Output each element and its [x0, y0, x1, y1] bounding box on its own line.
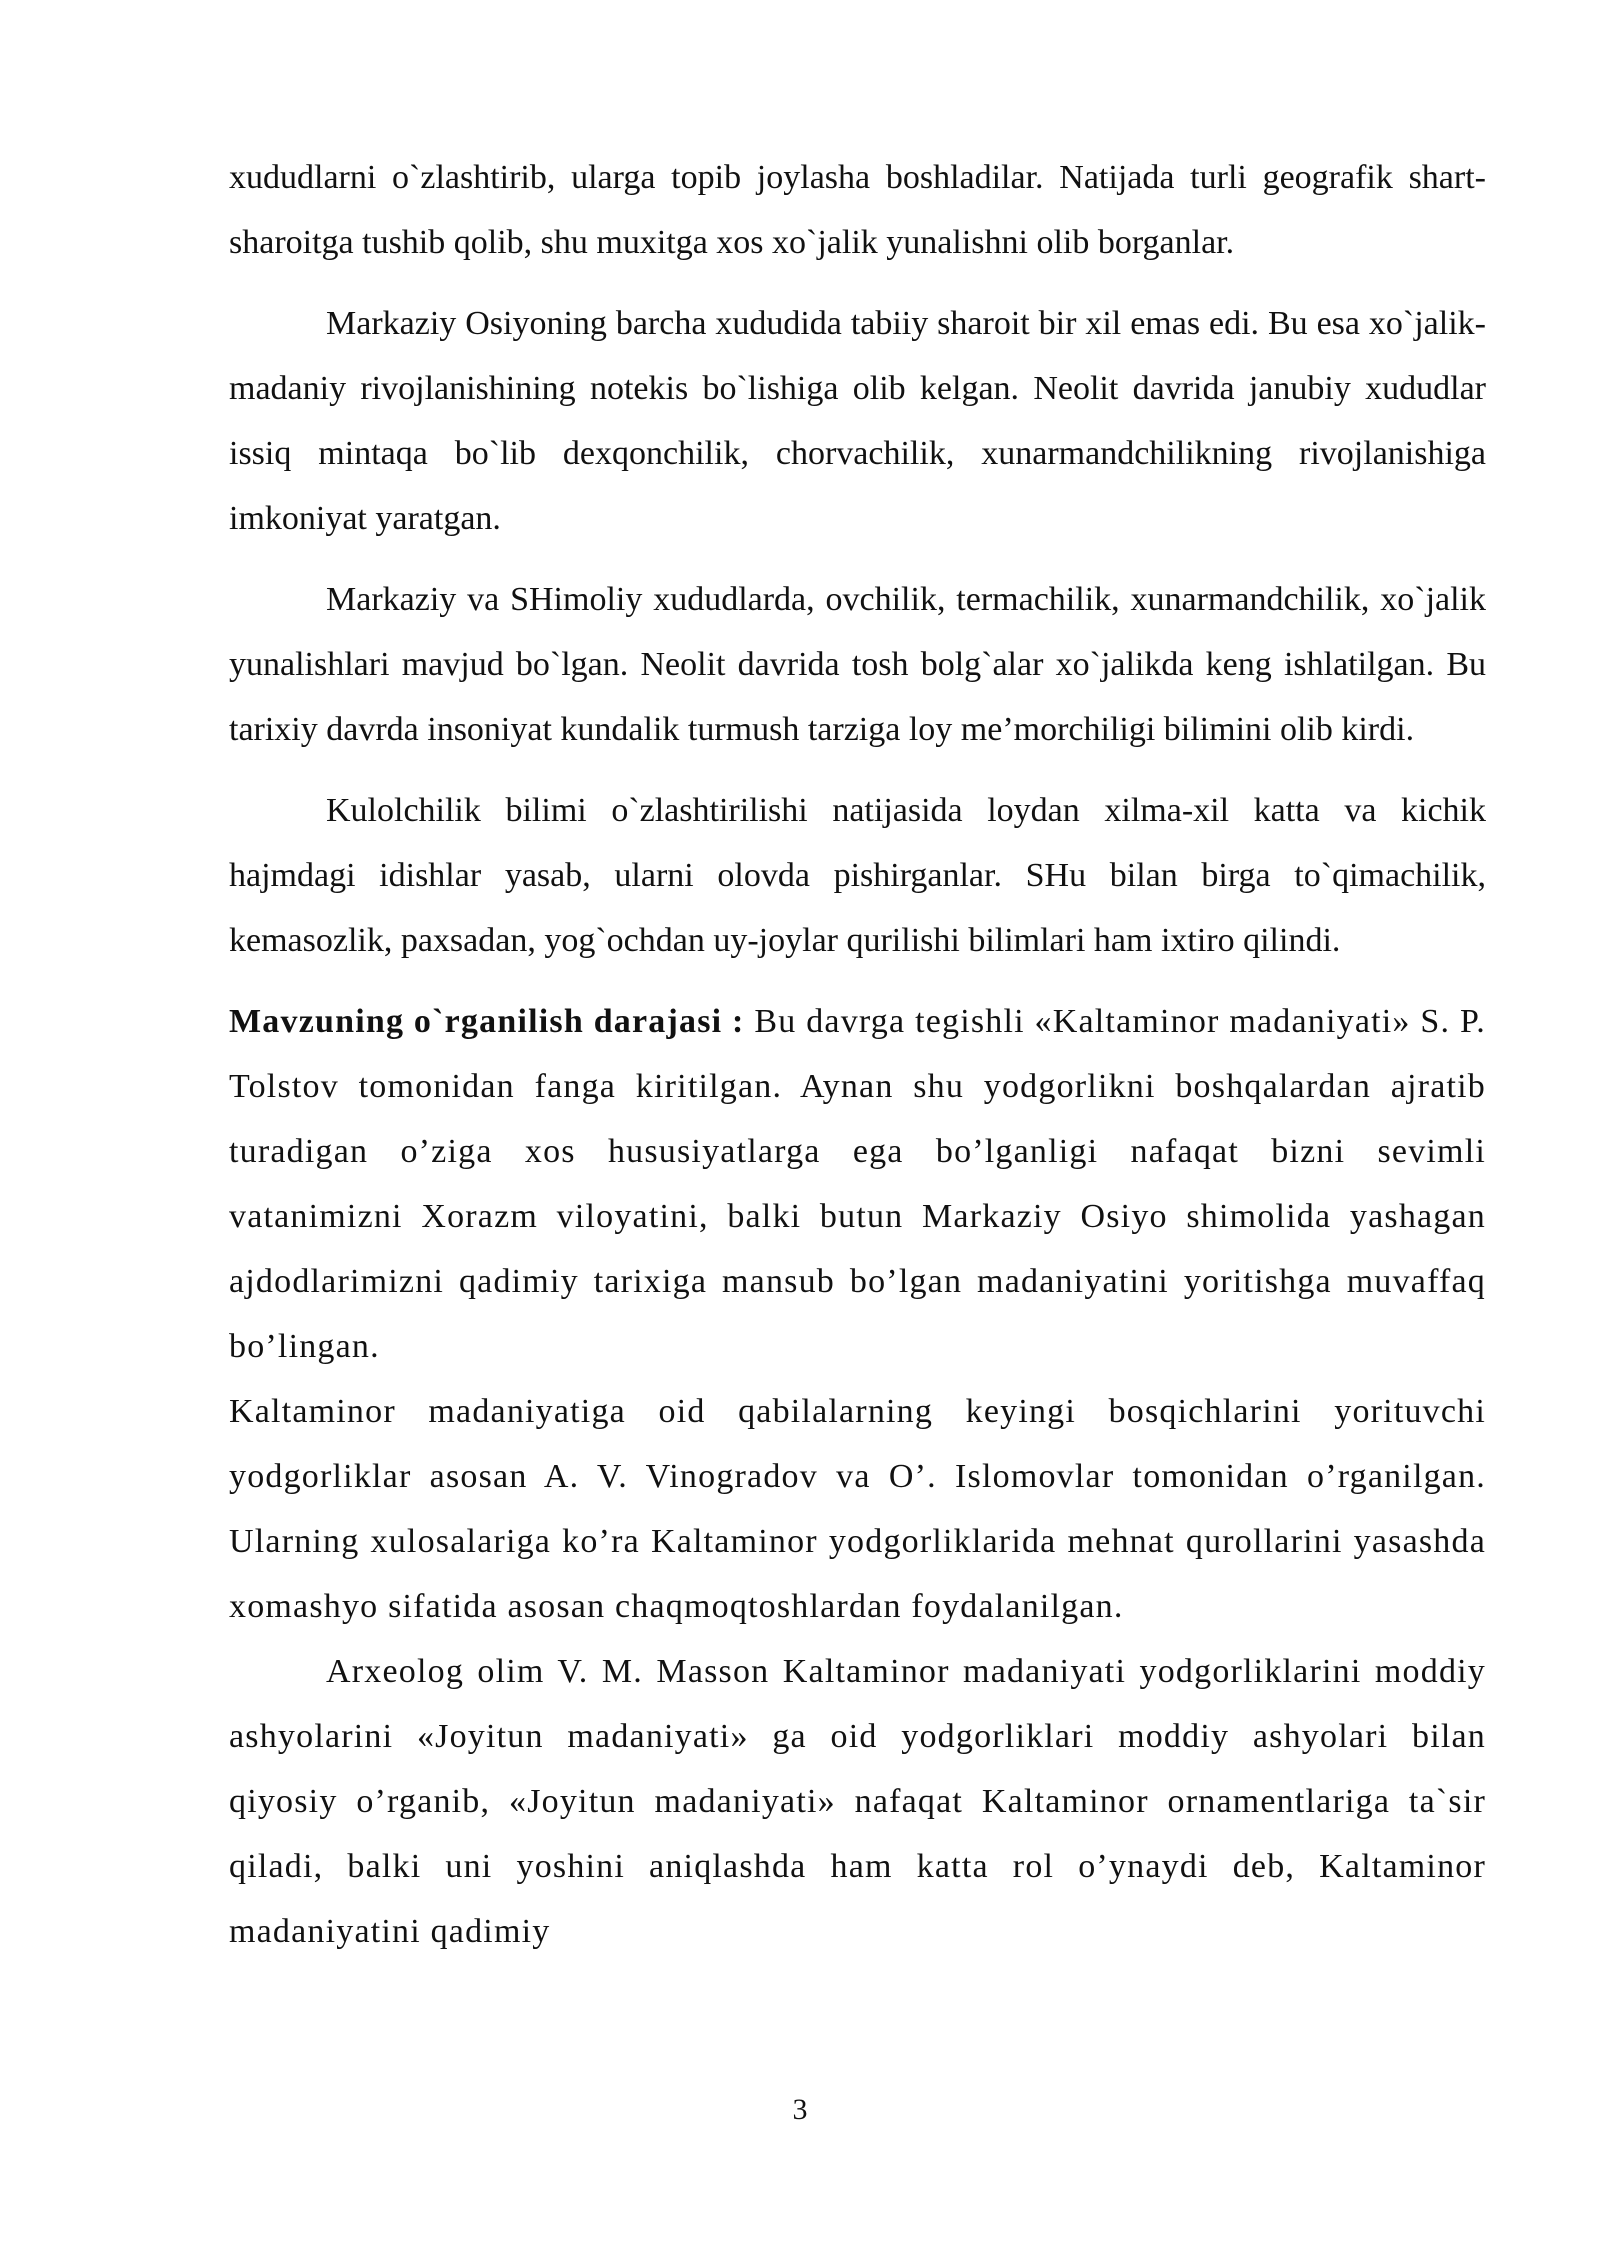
paragraph-masson: Arxeolog olim V. M. Masson Kaltaminor madaniyati yodgorliklarini moddiy ashyolarini «Joyitun madaniyati» ga oid yodgorliklari moddiy ashyolari bilan qiyosiy o’rganib, «Joyitun madaniyati» nafaqat Kaltaminor ornamentlariga ta`sir qiladi, balki uni yoshini aniqlashda ham katta rol o’ynaydi deb, Kaltaminor madaniyatini qadimiy — [229, 1653, 1486, 1950]
paragraph-4: Kulolchilik bilimi o`zlashtirilishi natijasida loydan xilma-xil katta va kichik hajmdagi idishlar yasab, ularni olovda pishirganlar. SHu bilan birga to`qimachilik, kemasozlik, paxsadan, yog`ochdan uy-joylar qurilishi bilimlari ham ixtiro qilindi. — [229, 792, 1486, 959]
paragraph-2: Markaziy Osiyoning barcha xududida tabiiy sharoit bir xil emas edi. Bu esa xo`jalik-madaniy rivojlanishining notekis bo`lishiga olib kelgan. Neolit davrida janubiy xududlar issiq mintaqa bo`lib dexqonchilik, chorvachilik, xunarmandchilikning rivojlanishiga imkoniyat yaratgan. — [229, 305, 1486, 537]
paragraph-1: xududlarni o`zlashtirib, ularga topib joylasha boshladilar. Natijada turli geografik shart-sharoitga tushib qolib, shu muxitga xos xo`jalik yunalishni olib borganlar. — [229, 159, 1486, 261]
page-number: 3 — [792, 2093, 808, 2126]
section-paragraph — [229, 989, 1486, 1379]
page-body — [229, 145, 1486, 1964]
section-heading: Mavzuning o`rganilish darajasi : — [229, 1003, 745, 1040]
paragraph-kaltaminor: Kaltaminor madaniyatiga oid qabilalarning keyingi bosqichlarini yorituvchi yodgorliklar asosan A. V. Vinogradov va O’. Islomovlar tomonidan o’rganilgan. Ularning xulosalariga ko’ra Kaltaminor yodgorliklarida mehnat qurollarini yasashda xomashyo sifatida asosan chaqmoqtoshlardan foydalanilgan. — [229, 1393, 1486, 1625]
paragraph-3: Markaziy va SHimoliy xududlarda, ovchilik, termachilik, xunarmandchilik, xo`jalik yunalishlari mavjud bo`lgan. Neolit davrida tosh bolg`alar xo`jalikda keng ishlatilgan. Bu tarixiy davrda insoniyat kundalik turmush tarziga loy me’morchiligi bilimini olib kirdi. — [229, 581, 1486, 748]
section-text: Bu davrga tegishli «Kaltaminor madaniyati» S. P. Tolstov tomonidan fanga kiritilgan. Aynan shu yodgorlikni boshqalardan ajratib turadigan o’ziga xos hususiyatlarga ega bo’lganligi nafaqat bizni sevimli vatanimizni Xorazm viloyatini, balki butun Markaziy Osiyo shimolida yashagan ajdodlarimizni qadimiy tarixiga mansub bo’lgan madaniyatini yoritishga muvaffaq bo’lingan. — [229, 1003, 1486, 1365]
